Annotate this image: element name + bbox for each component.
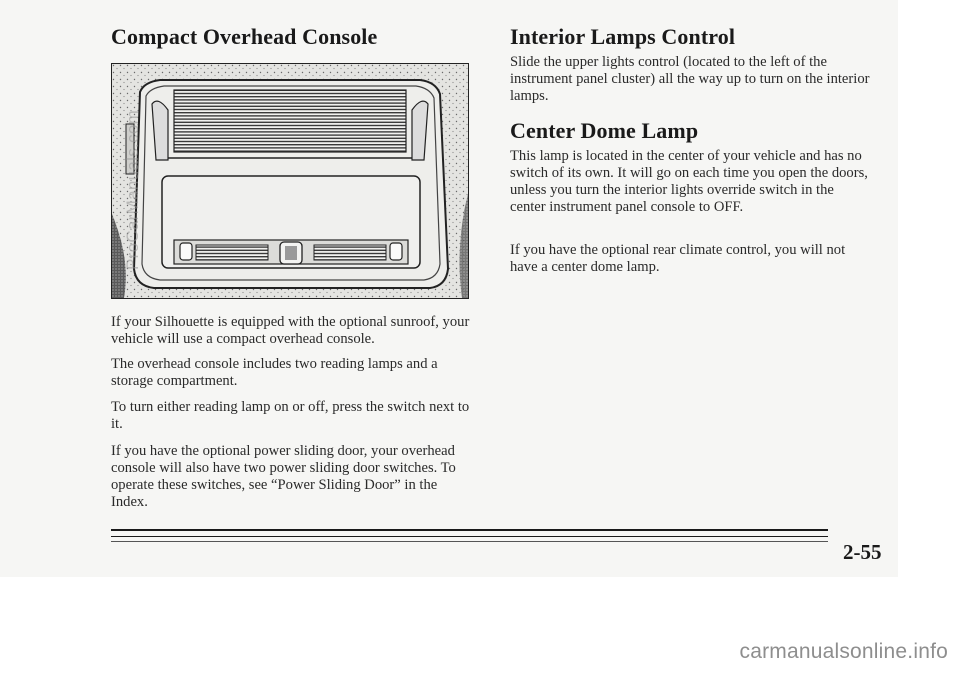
side-watermark: ProCarManuals.com xyxy=(123,109,142,270)
bottom-watermark: carmanualsonline.info xyxy=(739,640,948,663)
paragraph-power-sliding-door: If you have the optional power sliding door, your overhead console will also have two power sliding door switches. To operate these switches, see “Power Sliding Door” in the Index. xyxy=(111,443,456,510)
console-drawing xyxy=(112,64,468,298)
paragraph-console-contents: The overhead console includes two reading lamps and a storage compartment. xyxy=(111,356,438,389)
heading-interior-lamps-control: Interior Lamps Control xyxy=(510,24,736,49)
paragraph-reading-lamp: To turn either reading lamp on or off, press the switch next to it. xyxy=(111,399,470,432)
paragraph-dome-lamp-location: This lamp is located in the center of your vehicle and has no switch of its own. It will go on each time you open the doors, unless you turn the interior lights override switch in the center instrument panel console to OFF. xyxy=(510,148,868,215)
heading-center-dome-lamp: Center Dome Lamp xyxy=(510,118,699,143)
paragraph-sunroof: If your Silhouette is equipped with the optional sunroof, your vehicle will use a compact overhead console. xyxy=(111,314,470,347)
overhead-console-illustration xyxy=(111,63,469,299)
paragraph-rear-climate: If you have the optional rear climate control, you will not have a center dome lamp. xyxy=(510,242,846,275)
footer-rule-top xyxy=(111,529,828,531)
paragraph-interior-lamps: Slide the upper lights control (located to the left of the instrument panel cluster) all the way up to turn on the interior lamps. xyxy=(510,54,870,104)
heading-compact-overhead-console: Compact Overhead Console xyxy=(111,24,378,49)
footer-rule-bottom xyxy=(111,541,828,542)
page-number: 2-55 xyxy=(843,540,882,564)
footer-rule-thin xyxy=(111,536,828,537)
